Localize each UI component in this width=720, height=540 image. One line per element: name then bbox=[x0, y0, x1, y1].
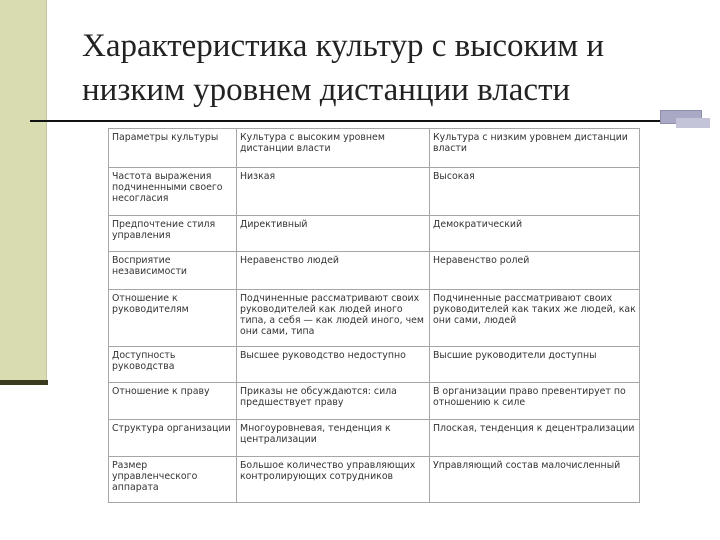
culture-comparison-table bbox=[108, 128, 640, 503]
decorative-accent-box-shadow bbox=[676, 118, 710, 128]
cell-high: Приказы не обсуждаются: сила предшествует праву bbox=[237, 383, 430, 420]
cell-low: Высокая bbox=[430, 168, 640, 216]
cell-parameter: Частота выражения подчиненными своего несогласия bbox=[109, 168, 237, 216]
table-row bbox=[109, 290, 640, 347]
cell-low: Подчиненные рассматривают своих руководителей как таких же людей, как они сами, людей bbox=[430, 290, 640, 347]
cell-high: Высшее руководство недоступно bbox=[237, 347, 430, 383]
table-row bbox=[109, 168, 640, 216]
cell-parameter: Доступность руководства bbox=[109, 347, 237, 383]
cell-high: Многоуровневая, тенденция к централизации bbox=[237, 420, 430, 457]
table-row bbox=[109, 252, 640, 290]
cell-parameter: Отношение к праву bbox=[109, 383, 237, 420]
left-bar-bottom-edge bbox=[0, 380, 48, 385]
cell-low: Демократический bbox=[430, 216, 640, 252]
table-header-row bbox=[109, 129, 640, 168]
cell-parameter: Размер управленческого аппарата bbox=[109, 457, 237, 503]
cell-high: Неравенство людей bbox=[237, 252, 430, 290]
table-row bbox=[109, 420, 640, 457]
left-decorative-bar bbox=[0, 0, 47, 384]
cell-low: Неравенство ролей bbox=[430, 252, 640, 290]
cell-low: Управляющий состав малочисленный bbox=[430, 457, 640, 503]
slide-title: Характеристика культур с высоким и низким уровнем дистанции власти bbox=[82, 28, 605, 108]
cell-parameter: Структура организации bbox=[109, 420, 237, 457]
table-row bbox=[109, 457, 640, 503]
header-cell-low-distance: Культура с низким уровнем дистанции власти bbox=[430, 129, 640, 168]
cell-low: В организации право превентирует по отношению к силе bbox=[430, 383, 640, 420]
culture-comparison-table-wrapper bbox=[108, 128, 639, 500]
cell-high: Директивный bbox=[237, 216, 430, 252]
table-row bbox=[109, 383, 640, 420]
title-divider bbox=[30, 120, 660, 122]
cell-parameter: Отношение к руководителям bbox=[109, 290, 237, 347]
table-row bbox=[109, 347, 640, 383]
cell-high: Подчиненные рассматривают своих руководителей как людей иного типа, а себя — как людей иного, чем они сами, типа bbox=[237, 290, 430, 347]
cell-parameter: Предпочтение стиля управления bbox=[109, 216, 237, 252]
cell-low: Плоская, тенденция к децентрализации bbox=[430, 420, 640, 457]
table-row bbox=[109, 216, 640, 252]
cell-parameter: Восприятие независимости bbox=[109, 252, 237, 290]
header-cell-high-distance: Культура с высоким уровнем дистанции власти bbox=[237, 129, 430, 168]
header-cell-parameters: Параметры культуры bbox=[109, 129, 237, 168]
cell-high: Большое количество управляющих контролирующих сотрудников bbox=[237, 457, 430, 503]
cell-low: Высшие руководители доступны bbox=[430, 347, 640, 383]
cell-high: Низкая bbox=[237, 168, 430, 216]
